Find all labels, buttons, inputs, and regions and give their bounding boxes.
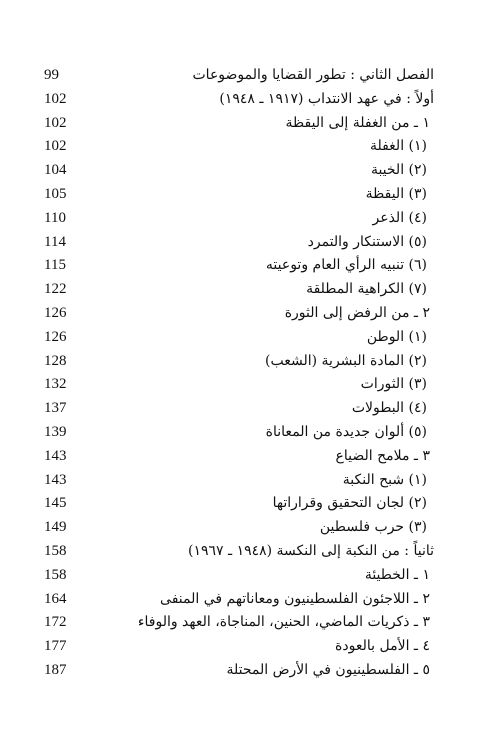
toc-entry[interactable] bbox=[0, 611, 500, 635]
toc-entry-title: (٦) تنبيه الرأي العام وتوعيته bbox=[265, 257, 427, 274]
toc-entry[interactable] bbox=[0, 159, 500, 183]
toc-entry-title: (٣) حرب فلسطين bbox=[319, 519, 427, 536]
toc-page-number: 172 bbox=[44, 614, 67, 631]
table-of-contents bbox=[0, 64, 500, 683]
toc-entry[interactable] bbox=[0, 659, 500, 683]
toc-page-number: 143 bbox=[44, 471, 67, 488]
toc-entry-title: أولاً : في عهد الانتداب (١٩١٧ ـ ١٩٤٨) bbox=[219, 90, 434, 107]
toc-entry[interactable] bbox=[0, 469, 500, 493]
toc-entry-title: (٢) لجان التحقيق وقراراتها bbox=[272, 495, 427, 512]
toc-entry[interactable] bbox=[0, 516, 500, 540]
toc-entry[interactable] bbox=[0, 540, 500, 564]
toc-page-number: 164 bbox=[44, 590, 67, 607]
toc-page-number: 177 bbox=[44, 638, 67, 655]
toc-entry[interactable] bbox=[0, 183, 500, 207]
toc-entry-title: ١ ـ من الغفلة إلى اليقظة bbox=[285, 114, 430, 131]
toc-entry-title: (١) شبح النكبة bbox=[342, 471, 427, 488]
toc-entry-title: (١) الغفلة bbox=[369, 138, 427, 155]
toc-entry[interactable] bbox=[0, 373, 500, 397]
toc-entry[interactable] bbox=[0, 135, 500, 159]
toc-entry-title: ٢ ـ من الرفض إلى الثورة bbox=[284, 304, 430, 321]
toc-page-number: 126 bbox=[44, 328, 67, 345]
toc-entry[interactable] bbox=[0, 635, 500, 659]
toc-entry-title: (٢) الخيبة bbox=[370, 162, 427, 179]
toc-entry[interactable] bbox=[0, 588, 500, 612]
toc-page-number: 149 bbox=[44, 519, 67, 536]
toc-entry-title: ٤ ـ الأمل بالعودة bbox=[335, 638, 430, 655]
toc-entry-title: (٣) اليقظة bbox=[365, 185, 427, 202]
toc-entry[interactable] bbox=[0, 492, 500, 516]
toc-page-number: 114 bbox=[44, 233, 66, 250]
toc-entry[interactable] bbox=[0, 421, 500, 445]
toc-entry[interactable] bbox=[0, 326, 500, 350]
toc-page-number: 158 bbox=[44, 542, 67, 559]
toc-page-number: 132 bbox=[44, 376, 67, 393]
toc-entry-title: (٢) المادة البشرية (الشعب) bbox=[265, 352, 427, 369]
toc-entry[interactable] bbox=[0, 88, 500, 112]
toc-entry[interactable] bbox=[0, 302, 500, 326]
toc-entry[interactable] bbox=[0, 112, 500, 136]
toc-entry[interactable] bbox=[0, 64, 500, 88]
toc-entry-title: الفصل الثاني : تطور القضايا والموضوعات bbox=[192, 67, 434, 83]
toc-page-number: 126 bbox=[44, 304, 67, 321]
toc-entry[interactable] bbox=[0, 207, 500, 231]
toc-page-number: 105 bbox=[44, 185, 67, 202]
toc-entry-title: ثانياً : من النكبة إلى النكسة (١٩٤٨ ـ ١٩٦٧) bbox=[188, 542, 434, 559]
toc-entry[interactable] bbox=[0, 254, 500, 278]
toc-page-number: 102 bbox=[44, 90, 67, 107]
toc-entry-title: ٣ ـ ملامح الضياع bbox=[335, 447, 430, 464]
toc-entry[interactable] bbox=[0, 397, 500, 421]
toc-entry-title: ٥ ـ الفلسطينيون في الأرض المحتلة bbox=[226, 661, 430, 678]
toc-page-number: 122 bbox=[44, 281, 67, 298]
toc-page-number: 139 bbox=[44, 423, 67, 440]
toc-entry-title: ٣ ـ ذكريات الماضي، الحنين، المناجاة، العهد والوفاء bbox=[137, 614, 430, 631]
toc-entry-title: (٤) البطولات bbox=[351, 400, 427, 417]
toc-page-number: 137 bbox=[44, 400, 67, 417]
toc-entry-title: ٢ ـ اللاجئون الفلسطينيون ومعاناتهم في المنفى bbox=[160, 590, 430, 607]
toc-entry-title: (٥) الاستنكار والتمرد bbox=[307, 233, 427, 250]
toc-entry[interactable] bbox=[0, 350, 500, 374]
toc-entry-title: (٣) الثورات bbox=[360, 376, 427, 393]
toc-entry[interactable] bbox=[0, 445, 500, 469]
toc-page-number: 128 bbox=[44, 352, 67, 369]
toc-entry-title: (٥) ألوان جديدة من المعاناة bbox=[265, 423, 427, 440]
toc-entry-title: (٧) الكراهية المطلقة bbox=[306, 281, 427, 298]
toc-entry-title: ١ ـ الخطيئة bbox=[364, 566, 430, 583]
toc-page-number: 158 bbox=[44, 566, 67, 583]
toc-page-number: 104 bbox=[44, 162, 67, 179]
toc-page-number: 102 bbox=[44, 114, 67, 131]
toc-page-number: 143 bbox=[44, 447, 67, 464]
toc-page-number: 102 bbox=[44, 138, 67, 155]
toc-page-number: 110 bbox=[44, 209, 66, 226]
toc-page-number: 99 bbox=[44, 67, 59, 83]
toc-page-number: 145 bbox=[44, 495, 67, 512]
toc-entry[interactable] bbox=[0, 231, 500, 255]
toc-entry[interactable] bbox=[0, 278, 500, 302]
toc-entry[interactable] bbox=[0, 564, 500, 588]
toc-entry-title: (١) الوطن bbox=[366, 328, 427, 345]
toc-page-number: 187 bbox=[44, 661, 67, 678]
toc-entry-title: (٤) الذعر bbox=[372, 209, 427, 226]
toc-page-number: 115 bbox=[44, 257, 66, 274]
